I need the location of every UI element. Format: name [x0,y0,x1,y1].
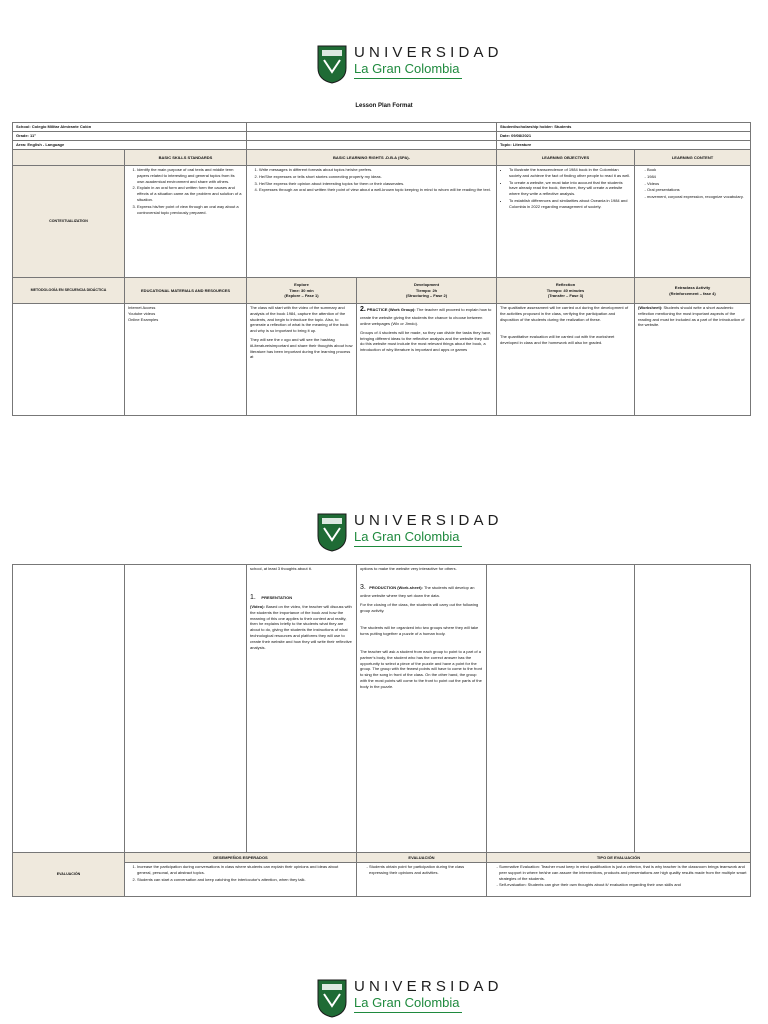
development-header [357,278,497,304]
list-item: • To establish differences and similarities about Oceania in 1984 and Colombia in 2022 regarding management of society. [509,198,631,210]
list-item: 2. Explain in an oral form and written form the causes and effects of a situation came as the problem and solution of a situation. [137,185,243,202]
logo-rule [354,78,462,79]
tipo-cell [487,863,751,897]
methodology-blank-cell [13,304,125,416]
content-cell [635,166,751,278]
empty-cell [247,141,497,150]
evaluation-label: EVALUACIÓN [13,853,125,897]
step-number: 2. [360,306,366,313]
evaluacion-header: EVALUACIÓN [357,853,487,863]
university-name-line2: La Gran Colombia [354,995,460,1010]
list-item: - 1984 [647,174,747,180]
university-seal-icon [316,978,348,1018]
desempenos-cell [125,863,357,897]
paragraph: The qualitative assessment will be carried out during the development of the activities proposed in the class, verifying the participation and disposition of the students during the realization of these. [500,305,629,322]
lesson-plan-table [12,122,751,416]
list-item: Youtube videos [128,310,156,316]
date-cell: Date: 09/08/2021 [497,132,751,141]
area-cell: Area: English - Language [13,141,247,150]
school-cell: School: Colegio Militar Almirante Colón [13,123,247,132]
paragraph: options to make the website very interactive for others. [360,566,457,571]
objectives-cell [497,166,635,278]
paragraph: The teacher will ask a student from each group to point to a part of a partner's body, the student who has the correct answer has the opportunity to select a piece of the puzzle and have a point for the group. The group with the fewest points will have to come to the front to sing the song in front of the class. On the other hand, the group with the most points will come to the front to point out the parts of the body in the puzzle. [360,648,482,689]
step-number: 1. [250,593,256,601]
list-item: • To create a website, we must take into account that the students have already read the book, therefore, they will create a website where they write a reflective analysis. [509,180,631,197]
content-header: LEARNING CONTENT [635,150,751,166]
dba-header: BASIC LEARNING RIGHTS -D.B.A (SPA)- [247,150,497,166]
blank-cell [13,565,125,853]
methodology-label: METODOLOGÍA EN SECUENCIA DIDÁCTICA [13,278,125,304]
objectives-header: LEARNING OBJECTIVES [497,150,635,166]
list-item: - Book [647,167,747,173]
explore-continued-cell [247,565,357,853]
paragraph: For the closing of the class, the students will carry out the following group activity. [360,601,479,613]
empty-cell [247,132,497,141]
page-title: Lesson Plan Format [355,103,413,109]
step-label: (Video): [250,603,265,609]
university-name-line2: La Gran Colombia [354,61,460,76]
university-seal-icon [316,44,348,84]
step-label: PRODUCTION (Work-sheet): [369,584,423,590]
extra-cell [635,304,751,416]
list-item: • To illustrate the transcendence of 1984 book in the Colombian society and achieve the fact of finding other people to read it as well. [509,167,631,179]
topic-cell: Topic: Literature [497,141,751,150]
contextualization-label: CONTEXTUALIZATION [13,166,125,278]
reflection-header [497,278,635,304]
phase-stage: (Structuring – Fase 2) [405,293,448,299]
paragraph: The teacher will proceed to explain how to create the website giving the students the chance to choose between online webpages (Wix or Jimdo). [360,307,492,326]
paragraph: The students will be organized into two groups where they will take turns putting together a puzzle of a human body. [360,625,479,637]
university-logo [316,44,503,88]
paragraph: The quantitative evaluation will be carried out with the worksheet developed in class and the homework will also be graded. [500,334,615,346]
blank-cell [125,565,247,853]
explore-header [247,278,357,304]
paragraph: Groups of 4 students will be made, so they can divide the tasks they have, bringing different ideas to the reflective analysis and the website they will do this website must include the most relevant things about the book, a introduction of why literature is important and apps or games [360,329,492,353]
list-item: 3. He/She express their opinion about interesting topics for them or their classmates. [259,181,493,187]
university-seal-icon [316,512,348,552]
list-item: 1. Identify the main purpose of oral texts and middle term papers related to interesting and general topics from its own academical environment and share with others. [137,167,243,184]
extra-header [635,278,751,304]
paragraph: Based on the video, the teacher will discuss with the students the importance of the book and how the meaning of this one applies to their context and reality, then he explains briefly to the students what they are about to do, giving the students the instructions of what technological resources and platforms they will use to create their website and how they will write their reflective analysis. [250,603,352,650]
grade-cell: Grade: 11° [13,132,247,141]
list-item: 3. Express his/her point of view through an oral way about a controversial topic previously prepared. [137,204,243,216]
blank-cell [635,565,751,853]
logo-rule [354,1012,462,1013]
paragraph: The students will develop an online website where they set down the data. [360,584,475,598]
phase-name: Extraclass Activity [674,284,711,290]
standards-header: BASIC SKILLS STANDARDS [125,150,247,166]
phase-name: Development [413,281,440,287]
phase-stage: (Explore – Fase 1) [284,293,319,299]
list-item: - Self-evaluation: Students can give their own thoughts about it/ evaluation regarding their own skills and [499,882,747,888]
university-logo [316,978,503,1022]
list-item: 1. Increase the participation during conversations in class where students can explain their opinions and ideas about general, personal, and abstract topics. [137,864,353,876]
list-item: - movement, corporal expression, recognize vocabulary. [647,194,747,200]
desempenos-header: DESEMPEÑOS ESPERADOS [125,853,357,863]
blank-side-header [13,150,125,166]
phase-name: Explore [294,281,309,287]
evaluacion-cell [357,863,487,897]
university-name-line1: UNIVERSIDAD [354,512,503,529]
university-name-line1: UNIVERSIDAD [354,44,503,61]
list-item: - Students obtain point for participation during the class expressing their opinions and activities. [369,864,483,876]
list-item: Internet Access [128,305,156,310]
explore-cell [247,304,357,416]
list-item: 2. Students can start a conversation and keep catching the interlocutor's attention, when they talk. [137,877,353,883]
phase-stage: (Reinforcement – fase 4) [669,290,716,296]
materials-header: EDUCATIONAL MATERIALS AND RESOURCES [125,278,247,304]
university-logo [316,512,503,556]
paragraph: They will see the v ogo and will see the hashtag #Literatureisimportant and share their thoughts about how literature has been important during the learning process at [250,336,353,360]
holder-cell: Student/scholarship holder: Students [497,123,751,132]
list-item: - Summative Evaluation: Teacher must keep in mind qualification is just a criterion, that is why teacher is the classroom brings teamwork and peer support in where he/she can assure the interventions, products and presentations are high quality results made from the multiple smart strategies of the students. [499,864,747,881]
blank-cell [487,565,635,853]
reflection-cell [497,304,635,416]
university-name-line1: UNIVERSIDAD [354,978,503,995]
materials-cell [125,304,247,416]
step-number: 3. [360,583,366,591]
development-continued-cell [357,565,487,853]
paragraph: Students should write a short academic reflection mentioning the most important aspects of the reading and must be included as a part of the introduction of the website. [638,305,745,328]
list-item: Online Examples [128,316,159,322]
phase-stage: (Transfer – Fase 3) [547,293,584,299]
list-item: 4. Expresses through an oral and written their point of view about a well-known topic keeping in mind to whom will be reading the text. [259,187,493,193]
list-item: 2. He/She expresses or tells short stories connecting properly my ideas. [259,174,493,180]
step-label: PRESENTATION [261,594,293,600]
list-item: - Videos [647,181,747,187]
standards-cell [125,166,247,278]
lesson-plan-table-continued [12,564,751,897]
phase-time: Tiempo: 2h [415,287,438,293]
empty-cell [247,123,497,132]
step-label: (Worksheet): [638,305,663,310]
development-cell [357,304,497,416]
tipo-header: TIPO DE EVALUACIÓN [487,853,751,863]
dba-cell [247,166,497,278]
phase-time: Tiempo: 40 minutes [546,287,585,293]
paragraph: The class will start with the video of the summary and analysis of the book 1984, capture the attention of the students, and begin to introduce the topic. Also, to generate a reflection of what is the meaning of the book and why is so important to bring it up. [250,305,349,334]
step-label: PRACTICE (Work Group): [366,307,416,312]
university-name-line2: La Gran Colombia [354,529,460,544]
paragraph: school, at least 3 thoughts about it. [250,566,312,571]
phase-name: Reflection [555,281,576,287]
list-item: 1. Write messages in different formats about topics he/she prefers. [259,167,493,173]
phase-time: Time: 30 min [289,287,314,293]
list-item: - Oral presentations [647,187,747,193]
logo-rule [354,546,462,547]
